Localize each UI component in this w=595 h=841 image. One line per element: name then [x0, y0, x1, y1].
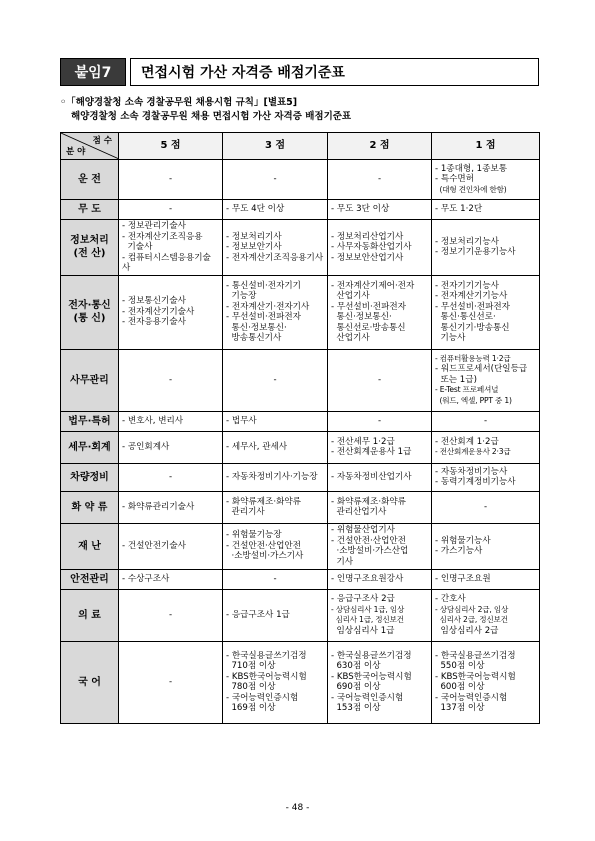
score-cell [119, 431, 223, 463]
cell-line: - 정보기기운용기능사 [435, 247, 516, 258]
cell-line: - 국어능력인증시험 [331, 692, 404, 703]
score-cell [223, 220, 328, 276]
score-cell [223, 349, 328, 411]
cell-line: 통신·통신선로· [435, 312, 496, 322]
field-label: 의 료 [61, 589, 119, 641]
score-cell [223, 275, 328, 349]
cell-line: 기술사 [122, 242, 153, 252]
score-cell [432, 349, 540, 411]
score-cell [119, 569, 223, 589]
score-cell [119, 349, 223, 411]
table-row [61, 411, 540, 431]
field-label: 정보처리 (전 산) [61, 220, 119, 276]
cell-line: - 한국실용글쓰기검정 [331, 650, 412, 661]
cell-line: - 세무사, 관세사 [226, 441, 288, 452]
cell-line: - 전산세무 1·2급 [331, 436, 395, 447]
cell-line: - 건설안전·산업안전 [331, 535, 406, 546]
cell-line: - 무도 1·2단 [435, 204, 483, 215]
cell-line: - 국어능력인증시험 [435, 692, 508, 703]
cell-line: 630점 이상 [331, 661, 381, 671]
column-header-3: 3 점 [223, 133, 328, 160]
table-row [61, 431, 540, 463]
table-row [61, 349, 540, 411]
cell-line: 550점 이상 [435, 661, 485, 671]
score-cell [432, 569, 540, 589]
cell-line: - 전산회계운용사 1급 [331, 447, 412, 457]
score-cell [432, 200, 540, 220]
field-label: 무 도 [61, 200, 119, 220]
cell-line: - [377, 415, 382, 426]
cell-line: 통신·정보통신· [226, 322, 287, 333]
score-cell [223, 431, 328, 463]
cell-line: - [168, 174, 173, 185]
cell-line: - 화약류제조·화약류 [331, 496, 406, 507]
score-cell [223, 411, 328, 431]
cell-line: 심리사 1급, 정신보건 [331, 615, 404, 624]
cell-line: 방송통신기사 [226, 333, 282, 343]
cell-line: - 무도 4단 이상 [226, 204, 285, 215]
cell-line: 137점 이상 [435, 703, 485, 713]
page-number: - 48 - [285, 803, 310, 813]
cell-line: - 건설안전기술사 [122, 540, 186, 551]
cell-line: ·소방설비·가스기사 [226, 551, 304, 562]
cell-line: - 응급구조사 1급 [226, 609, 290, 620]
cell-line: 600점 이상 [435, 682, 485, 692]
cell-line: - 정보처리산업기사 [331, 231, 404, 242]
cell-line: - 전자계산기기능사 [435, 291, 508, 301]
table-row [61, 569, 540, 589]
score-cell [328, 160, 432, 200]
cell-line: 780점 이상 [226, 682, 276, 692]
score-cell [328, 463, 432, 491]
reference-line-1: ◦「해양경찰청 소속 경찰공무원 채용시험 규칙」[별표5] [60, 97, 298, 108]
cell-line: - [168, 609, 173, 620]
annex-header [60, 58, 539, 86]
cell-line: - 화약류관리기술사 [122, 501, 195, 512]
cell-line: - 간호사 [435, 594, 466, 604]
cell-line: - 전자계산기제어·전자 [331, 280, 415, 291]
cell-line: - [377, 374, 382, 385]
table-header-row [61, 133, 540, 160]
cell-line: ·소방설비·가스산업 [331, 546, 409, 556]
score-cell [223, 641, 328, 723]
score-cell [223, 491, 328, 523]
cell-line: - 한국실용글쓰기검정 [435, 650, 516, 661]
cell-line: - 전자응용기술사 [122, 317, 186, 328]
cell-line: - [168, 204, 173, 215]
cell-line: 통신·정보통신· [331, 312, 392, 322]
cell-line: 산업기사 [331, 291, 370, 301]
cell-line: - 위험물산업기사 [331, 525, 395, 535]
table-row [61, 160, 540, 200]
field-label: 법무·특허 [61, 411, 119, 431]
cell-line: - [377, 174, 382, 185]
cell-line: 153점 이상 [331, 703, 381, 713]
cell-line: - 정보보안기사 [226, 242, 282, 252]
score-cell [432, 491, 540, 523]
cell-line: - 자동차정비산업기사 [331, 471, 412, 482]
score-cell [223, 523, 328, 569]
cell-line: - 한국실용글쓰기검정 [226, 650, 307, 661]
score-cell [119, 200, 223, 220]
annex-tag: 붙임7 [60, 58, 126, 86]
cell-line: - 위험물기능장 [226, 530, 282, 541]
cell-line: - 수상구조사 [122, 573, 170, 584]
score-cell [328, 411, 432, 431]
score-cell [328, 200, 432, 220]
score-cell [432, 411, 540, 431]
cell-line: - KBS한국어능력시험 [435, 671, 516, 682]
cell-line: (워드, 엑셀, PPT 중 1) [435, 395, 512, 405]
score-cell [328, 275, 432, 349]
cell-line: 기사 [331, 556, 354, 567]
cell-line: - [483, 415, 488, 426]
table-row [61, 463, 540, 491]
score-cell [328, 641, 432, 723]
field-label: 차량정비 [61, 463, 119, 491]
score-cell [328, 589, 432, 641]
score-cell [119, 411, 223, 431]
table-row [61, 641, 540, 723]
cell-line: - 인명구조요원 [435, 573, 491, 584]
table-row [61, 220, 540, 276]
field-label: 운 전 [61, 160, 119, 200]
cell-line: - KBS한국어능력시험 [226, 671, 307, 682]
cell-line: - 정보관리기술사 [122, 221, 186, 231]
score-cell [119, 523, 223, 569]
cell-line: - 통신설비·전자기기 [226, 280, 301, 291]
field-label: 세무·회계 [61, 431, 119, 463]
corner-field-label: 분 야 [66, 146, 86, 157]
cell-line: - 정보처리기사 [226, 231, 282, 242]
score-cell [328, 569, 432, 589]
field-label: 화 약 류 [61, 491, 119, 523]
cell-line: - 변호사, 변리사 [122, 415, 184, 426]
cell-line: - 응급구조사 2급 [331, 594, 395, 604]
score-cell [223, 160, 328, 200]
score-cell [223, 589, 328, 641]
cell-line: - 상담심리사 1급, 임상 [331, 604, 405, 614]
cell-line: - 상담심리사 2급, 임상 [435, 604, 509, 614]
score-cell [119, 641, 223, 723]
cell-line: - 전자기기기능사 [435, 280, 499, 291]
column-header-5: 5 점 [119, 133, 223, 160]
cell-line: 임상심리사 2급 [435, 625, 499, 636]
cell-line: 기능장 [226, 291, 257, 301]
field-label: 재 난 [61, 523, 119, 569]
cell-line: - 무도 3단 이상 [331, 204, 390, 215]
cell-line: - 건설안전·산업안전 [226, 540, 301, 551]
cell-line: 또는 1급) [435, 374, 477, 385]
score-cell [432, 160, 540, 200]
cell-line: - 자동차정비기능사 [435, 466, 508, 477]
cell-line: 통신기기·방송통신 [435, 322, 510, 333]
cell-line: - 가스기능사 [435, 546, 483, 556]
score-cell [328, 349, 432, 411]
score-cell [328, 491, 432, 523]
score-cell [119, 275, 223, 349]
score-cell [223, 569, 328, 589]
cell-line: 기능사 [435, 333, 466, 343]
corner-header-cell [61, 133, 119, 160]
cell-line: - 전자계산기기술사 [122, 306, 195, 317]
cell-line: - 정보처리기능사 [435, 236, 499, 247]
cell-line: - 전산회계 1·2급 [435, 436, 499, 447]
score-cell [328, 523, 432, 569]
cell-line: - 무선설비·전파전자 [331, 301, 406, 312]
score-cell [119, 160, 223, 200]
cell-line: - 국어능력인증시험 [226, 692, 299, 703]
field-label: 국 어 [61, 641, 119, 723]
cell-line: 169점 이상 [226, 703, 276, 713]
field-label: 사무관리 [61, 349, 119, 411]
cell-line: - 법무사 [226, 415, 257, 426]
table-row [61, 589, 540, 641]
column-header-2: 2 점 [328, 133, 432, 160]
cell-line: 관리기사 [226, 507, 265, 517]
cell-line: - [168, 374, 173, 385]
cell-line: - 인명구조요원강사 [331, 573, 404, 584]
cell-line: - [273, 573, 277, 584]
annex-title: 면접시험 가산 자격증 배점기준표 [130, 58, 539, 86]
score-cell [119, 463, 223, 491]
cell-line: - 전산회계운용사 2·3급 [435, 447, 511, 456]
score-cell [432, 431, 540, 463]
cell-line: - 전자계산기·전자기사 [226, 301, 310, 312]
cell-line: - 위험물기능사 [435, 535, 491, 546]
cell-line: - [483, 501, 488, 512]
score-cell [432, 589, 540, 641]
cell-line: - 컴퓨터시스템응용기술사 [122, 252, 211, 273]
cell-line: - 전자계산기조직응용기사 [226, 252, 324, 263]
cell-line: - 정보통신기술사 [122, 296, 186, 307]
table-row [61, 491, 540, 523]
cell-line: - 워드프로세서(단일등급 [435, 364, 528, 375]
column-header-1: 1 점 [432, 133, 540, 160]
cell-line: - 정보보안산업기사 [331, 252, 404, 263]
cell-line: - [168, 676, 173, 687]
cell-line: - 화약류제조·화약류 [226, 496, 301, 507]
field-label: 안전관리 [61, 569, 119, 589]
cell-line: - 특수면허 [435, 174, 475, 185]
cell-line: - 전자계산기조직응용 [122, 231, 203, 242]
table-row [61, 200, 540, 220]
score-cell [119, 491, 223, 523]
score-cell [432, 220, 540, 276]
score-table [60, 132, 540, 724]
score-cell [432, 523, 540, 569]
cell-line: - [273, 374, 277, 385]
score-cell [432, 463, 540, 491]
cell-line: 710점 이상 [226, 661, 276, 671]
cell-line: 관리산업기사 [331, 507, 387, 517]
table-row [61, 523, 540, 569]
cell-line: 산업기사 [331, 333, 370, 343]
cell-line: - [168, 471, 173, 482]
cell-line: 690점 이상 [331, 682, 381, 692]
cell-line: - 동력기계정비기능사 [435, 477, 516, 487]
cell-line: 임상심리사 1급 [331, 625, 395, 636]
cell-line: - E-Test 프로페셔널 [435, 385, 499, 395]
cell-line: - 무선설비·전파전자 [226, 312, 301, 322]
score-cell [119, 220, 223, 276]
cell-line: - [273, 174, 277, 185]
score-cell [432, 641, 540, 723]
score-cell [328, 431, 432, 463]
score-cell [432, 275, 540, 349]
score-cell [223, 463, 328, 491]
table-row [61, 275, 540, 349]
cell-line: - 사무자동화산업기사 [331, 242, 412, 252]
score-cell [223, 200, 328, 220]
cell-line: - 자동차정비기사·기능장 [226, 471, 318, 482]
cell-line: 심리사 2급, 정신보건 [435, 615, 508, 624]
reference-line-2: 해양경찰청 소속 경찰공무원 채용 면접시험 가산 자격증 배점기준표 [71, 111, 352, 122]
cell-line: - 1종대형, 1종보통 [435, 163, 508, 174]
corner-score-label: 점 수 [92, 136, 112, 146]
cell-line: 통신선로·방송통신 [331, 322, 406, 333]
cell-line: - 무선설비·전파전자 [435, 301, 510, 312]
score-cell [328, 220, 432, 276]
cell-line: - 컴퓨터활용능력 1·2급 [435, 353, 511, 363]
cell-line: - KBS한국어능력시험 [331, 671, 412, 682]
cell-line: (대형 견인차에 한함) [435, 184, 507, 194]
score-cell [119, 589, 223, 641]
cell-line: - 공인회계사 [122, 441, 170, 452]
regulation-reference [60, 96, 351, 124]
field-label: 전자·통신 (통 신) [61, 275, 119, 349]
